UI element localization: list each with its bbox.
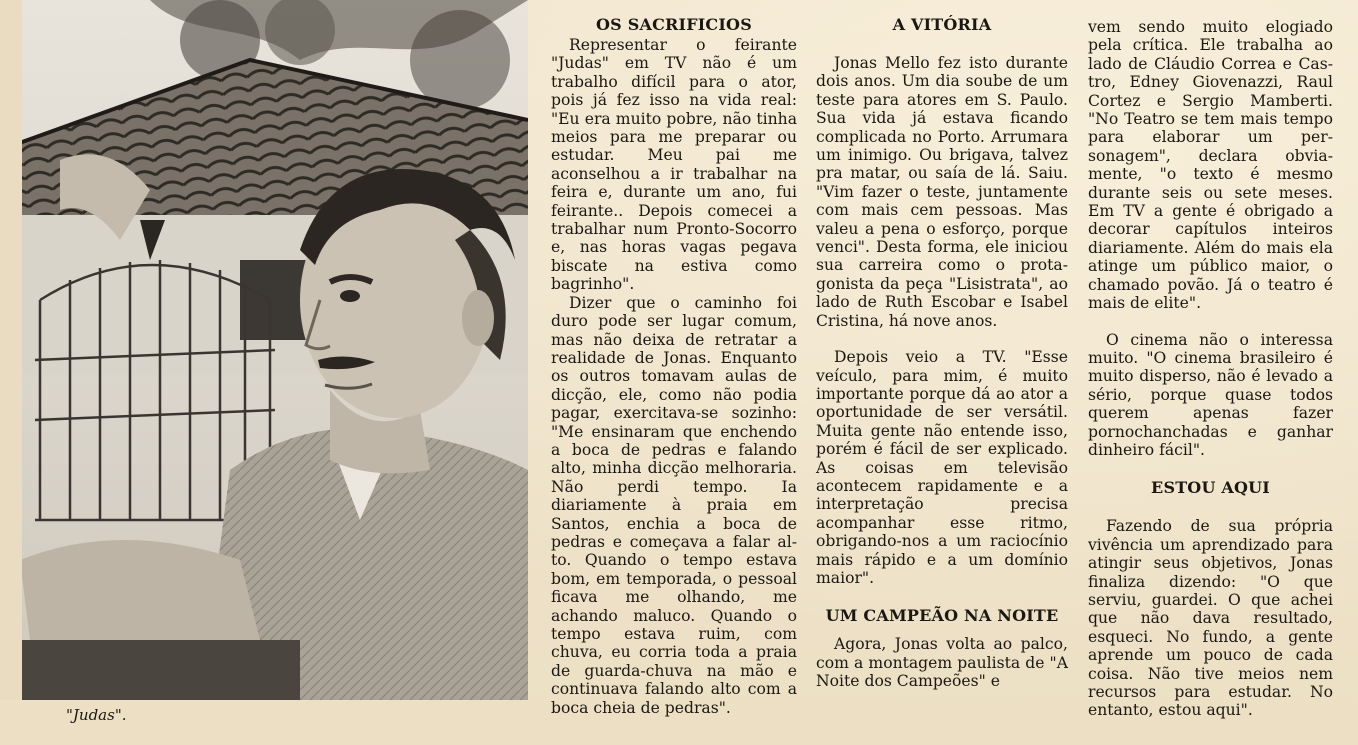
spacer [816,36,1068,54]
spacer [1088,459,1333,477]
article-column-1 [551,14,797,717]
spacer [816,330,1068,348]
section-heading-campeao: UM CAMPEÃO NA NOITE [825,606,1059,626]
section-heading-vitoria: A VITÓRIA [892,15,992,34]
spacer [1088,499,1333,517]
article-column-3 [1088,18,1333,720]
photo-jonas-mello [0,0,528,700]
paragraph: Representar o feirante "Judas" em TV não é um trabalho difícil para o ator, pois já fez isso na vida real: "Eu era muito pobre, não tinha meios para me preparar ou estudar. Meu pai me aconselhou a ir trabalhar na feira e, durante um ano, fui feirante.. Depois comecei a trabalhar num Pronto-Socorro e, nas horas vagas pegava biscate na estiva como bagrinho". [551,36,797,294]
paragraph: Agora, Jonas volta ao palco, com a montagem paulista de "A Noite dos Campeões" e [816,635,1068,691]
paragraph: Dizer que o caminho foi duro pode ser lugar comum, mas não deixa de retratar a realidade de Jonas. Enquanto os outros tomavam aulas de dicção, ele, como não podia pagar, exercitava-se sozinho: "Me ensinaram que enchendo a boca de pedras e falando alto, minha dicção melhoraria. Não perdi tempo. Ia diariamente à praia em Santos, enchia a boca de pedras e começava a falar alto. Quando o tempo estava bom, em temporada, o pessoal ficava me olhando, me achando maluco. Quando o tempo estava ruim, com chuva, eu corria toda a praia de guarda-chuva na mão e continuava falando alto com a boca cheia de pedras". [551,293,797,717]
paragraph: Fazendo de sua própria vivência um aprendizado para atingir seus objetivos, Jonas finaliza dizendo: "O que serviu, guardei. O que achei que não dava resultado, esqueci. No fundo, a gente aprende um pouco de cada coisa. Não tive meios nem recursos para estudar. No entanto, estou aqui". [1088,517,1333,720]
article-column-2 [816,14,1068,691]
section-heading-sacrificios: OS SACRIFICIOS [596,15,752,34]
photo-caption [66,704,266,726]
photo-illustration [0,0,528,700]
caption-text: "Judas". [66,706,127,724]
spacer [816,627,1068,635]
section-heading-estou-aqui: ESTOU AQUI [1151,478,1270,498]
spacer [816,587,1068,605]
paragraph: O cinema não o interessa muito. "O cinema brasileiro é muito disperso, não é levado a sério, porque quase todos querem apenas fazer pornochanchadas e ganhar dinheiro fácil". [1088,330,1333,459]
torn-edge [0,0,22,700]
paragraph: vem sendo muito elogiado pela crítica. Ele trabalha ao lado de Cláudio Correa e Castro, Edney Giovenazzi, Raul Cortez e Sergio Mamberti. "No Teatro se tem mais tempo para elaborar um personagem", declara obviamente, "o texto é mesmo durante seis ou sete meses. Em TV a gente é obrigado a decorar capítulos inteiros diariamente. Além do mais ela atinge um público maior, o chamado povão. Já o teatro é mais de elite". [1088,18,1333,313]
spacer [1088,313,1333,331]
paragraph: Depois veio a TV. "Esse veículo, para mim, é muito importante porque dá ao ator a oportunidade de ser versátil. Muita gente não entende isso, porém é fácil de ser explicado. As coisas em televisão acontecem rapidamente e a interpretação precisa acompanhar esse ritmo, obrigando-nos a um raciocínio mais rápido e a um domínio maior". [816,348,1068,587]
paragraph: Jonas Mello fez isto durante dois anos. Um dia soube de um teste para atores em S. Paulo. Sua vida já estava ficando complicada no Porto. Arrumara um inimigo. Ou brigava, talvez pra matar, ou saía de lá. Saiu. "Vim fazer o teste, juntamente com mais cem pessoas. Mas valeu a pena o esforço, porque venci". Desta forma, ele iniciou sua carreira como o protagonista da peça "Lisistrata", ao lado de Ruth Escobar e Isabel Cristina, há nove anos. [816,54,1068,330]
